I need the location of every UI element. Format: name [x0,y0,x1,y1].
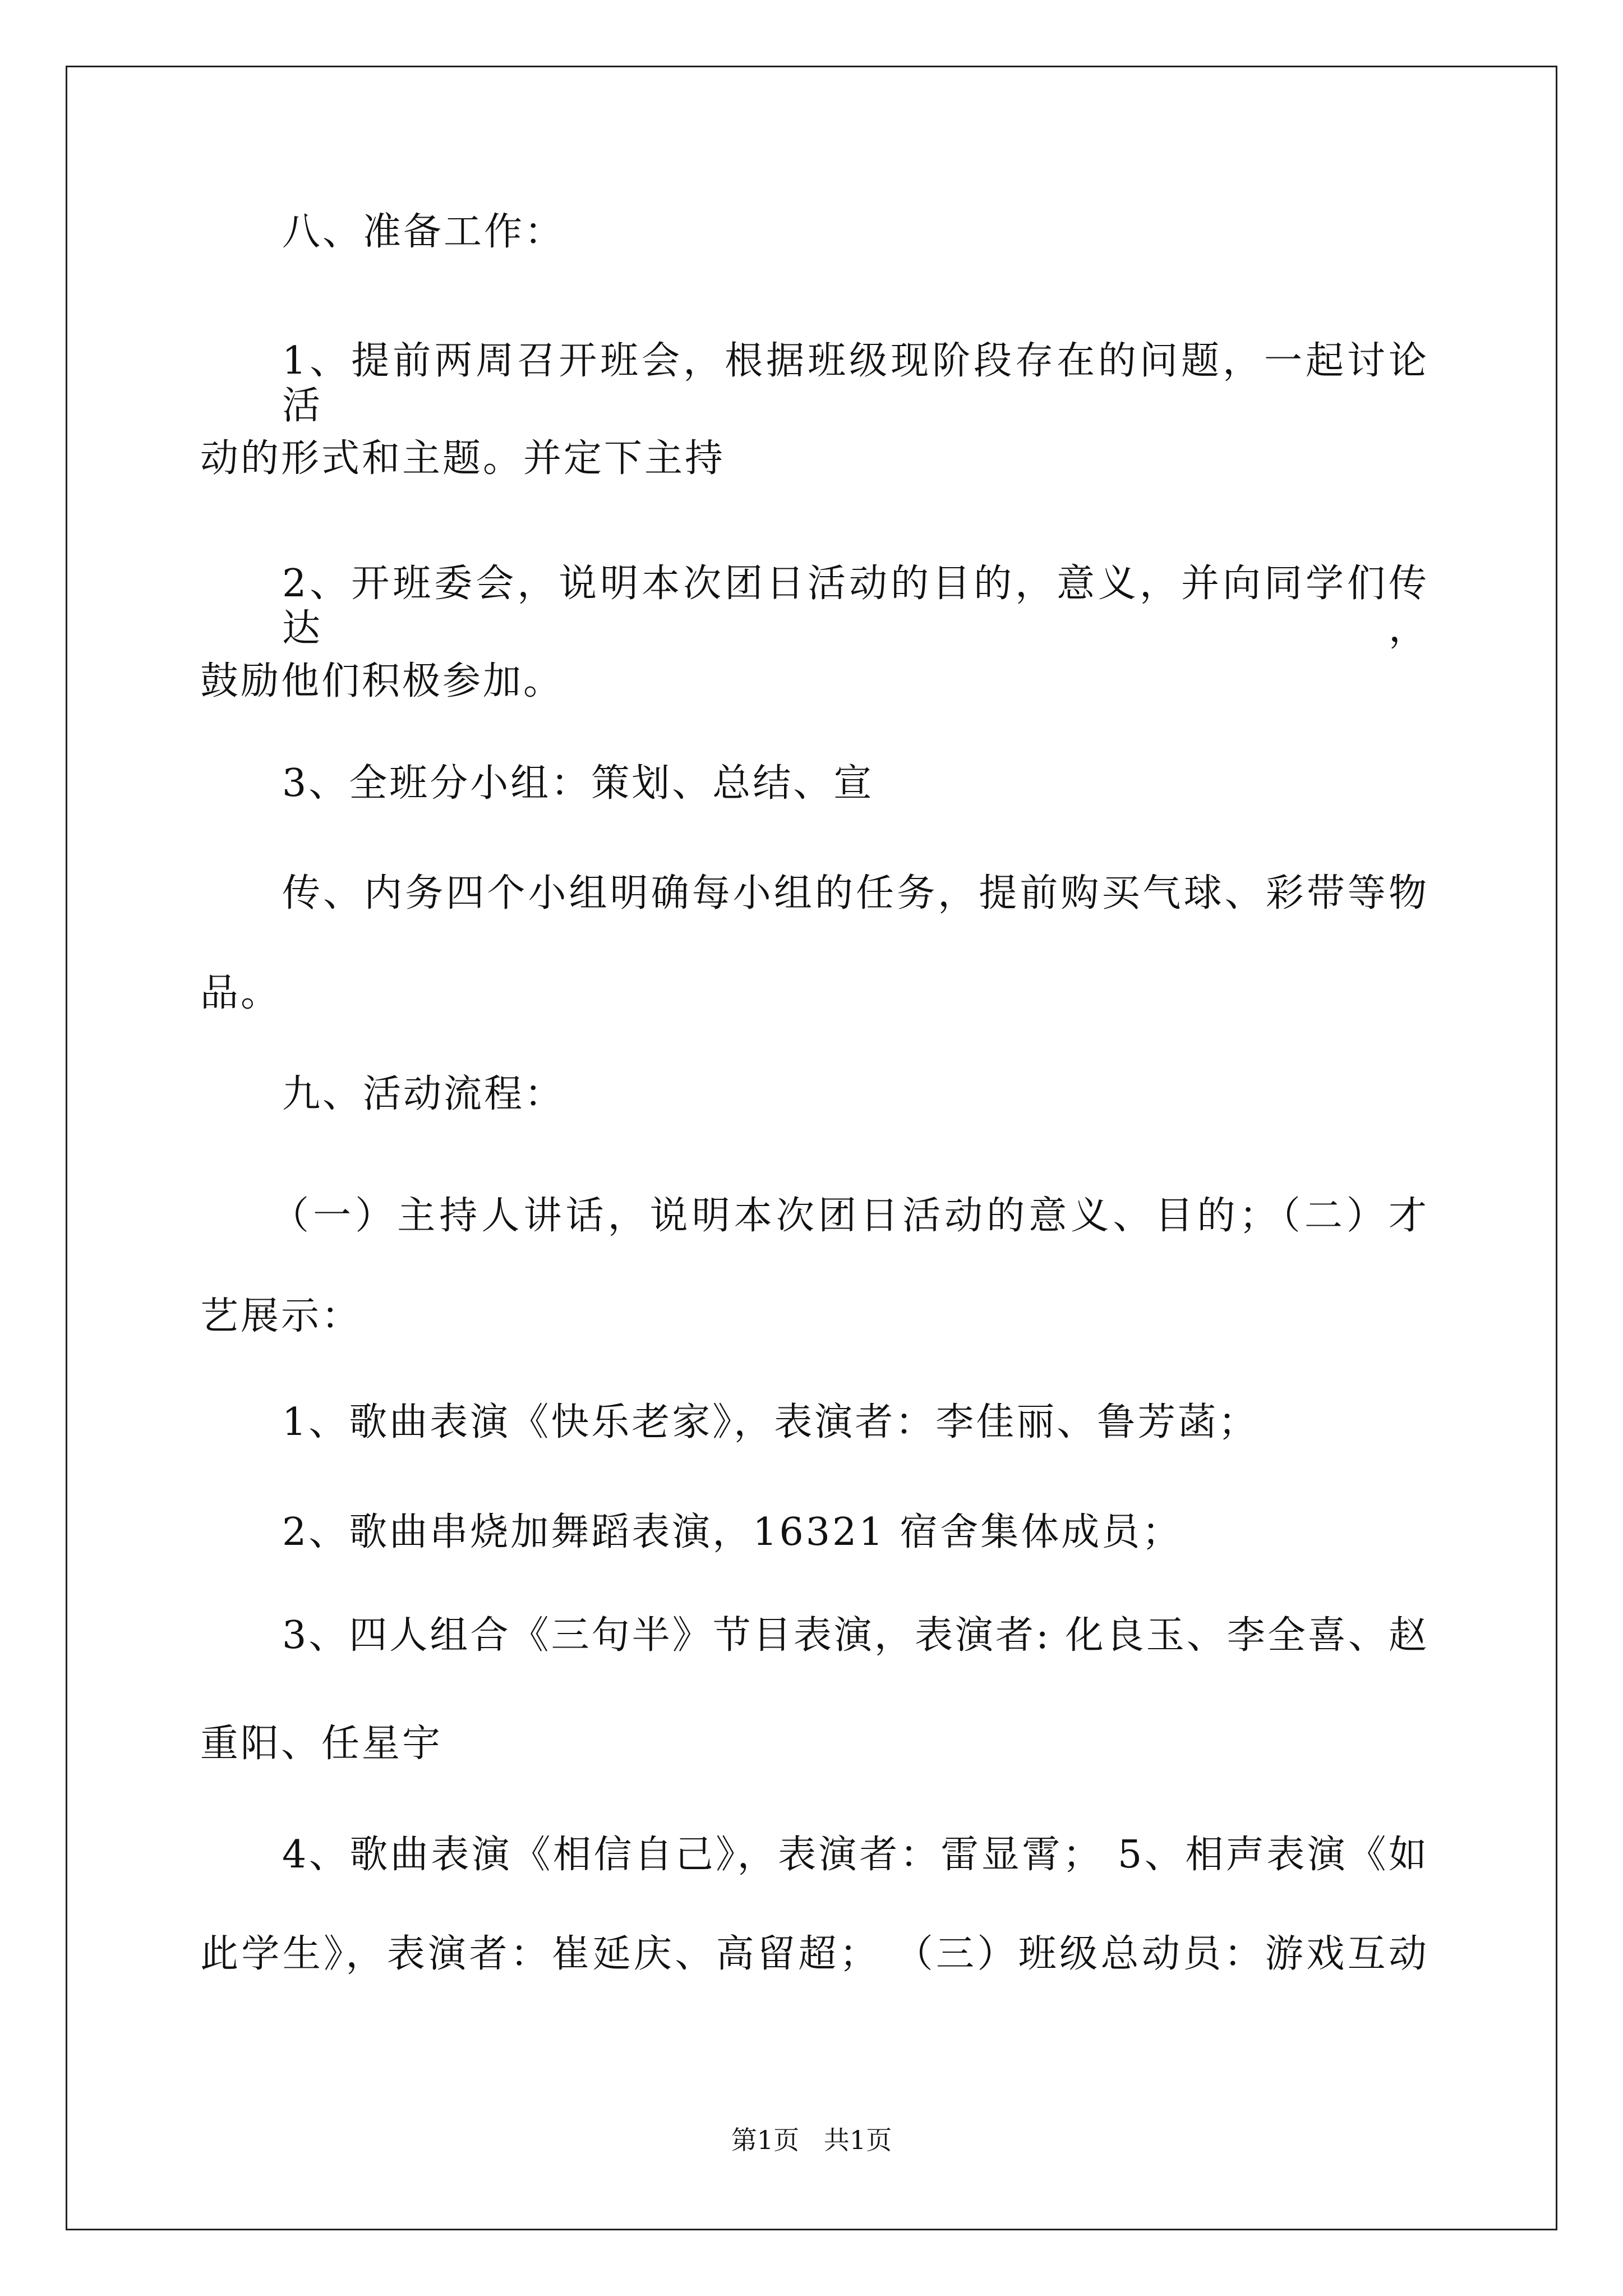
paragraph-line: 品。 [200,971,282,1015]
paragraph-line: 2、开班委会，说明本次团日活动的目的，意义，并向同学们传达， [282,562,1429,651]
paragraph-line: （一）主持人讲话，说明本次团日活动的意义、目的；（二）才 [271,1194,1429,1238]
paragraph-line: 2、歌曲串烧加舞蹈表演，16321 宿舍集体成员； [282,1510,1183,1554]
paragraph-line: 1、歌曲表演《快乐老家》，表演者：李佳丽、鲁芳菡； [282,1400,1259,1444]
paragraph-line: 3、四人组合《三句半》节目表演，表演者: 化良玉、李全喜、赵 [282,1613,1429,1658]
paragraph-line: 传、内务四个小组明确每小组的任务，提前购买气球、彩带等物 [282,871,1429,915]
page-number-footer: 第1页 共1页 [731,2125,892,2155]
paragraph-line: 重阳、任星宇 [200,1722,443,1766]
paragraph-line: 艺展示： [200,1294,362,1338]
paragraph-line: 3、全班分小组：策划、总结、宣 [282,761,874,806]
paragraph-line: 4、歌曲表演《相信自己》，表演者：雷显霄； 5、相声表演《如 [282,1833,1429,1877]
paragraph-line: 动的形式和主题。并定下主持 [200,436,726,481]
section-heading-preparation: 八、准备工作： [282,210,565,254]
paragraph-line: 鼓励他们积极参加。 [200,659,564,703]
section-heading-activity-flow: 九、活动流程： [282,1072,565,1116]
paragraph-line: 此学生》，表演者：崔延庆、高留超； （三）班级总动员：游戏互动 [200,1932,1429,1976]
paragraph-line: 1、提前两周召开班会，根据班级现阶段存在的问题，一起讨论活 [282,339,1429,428]
